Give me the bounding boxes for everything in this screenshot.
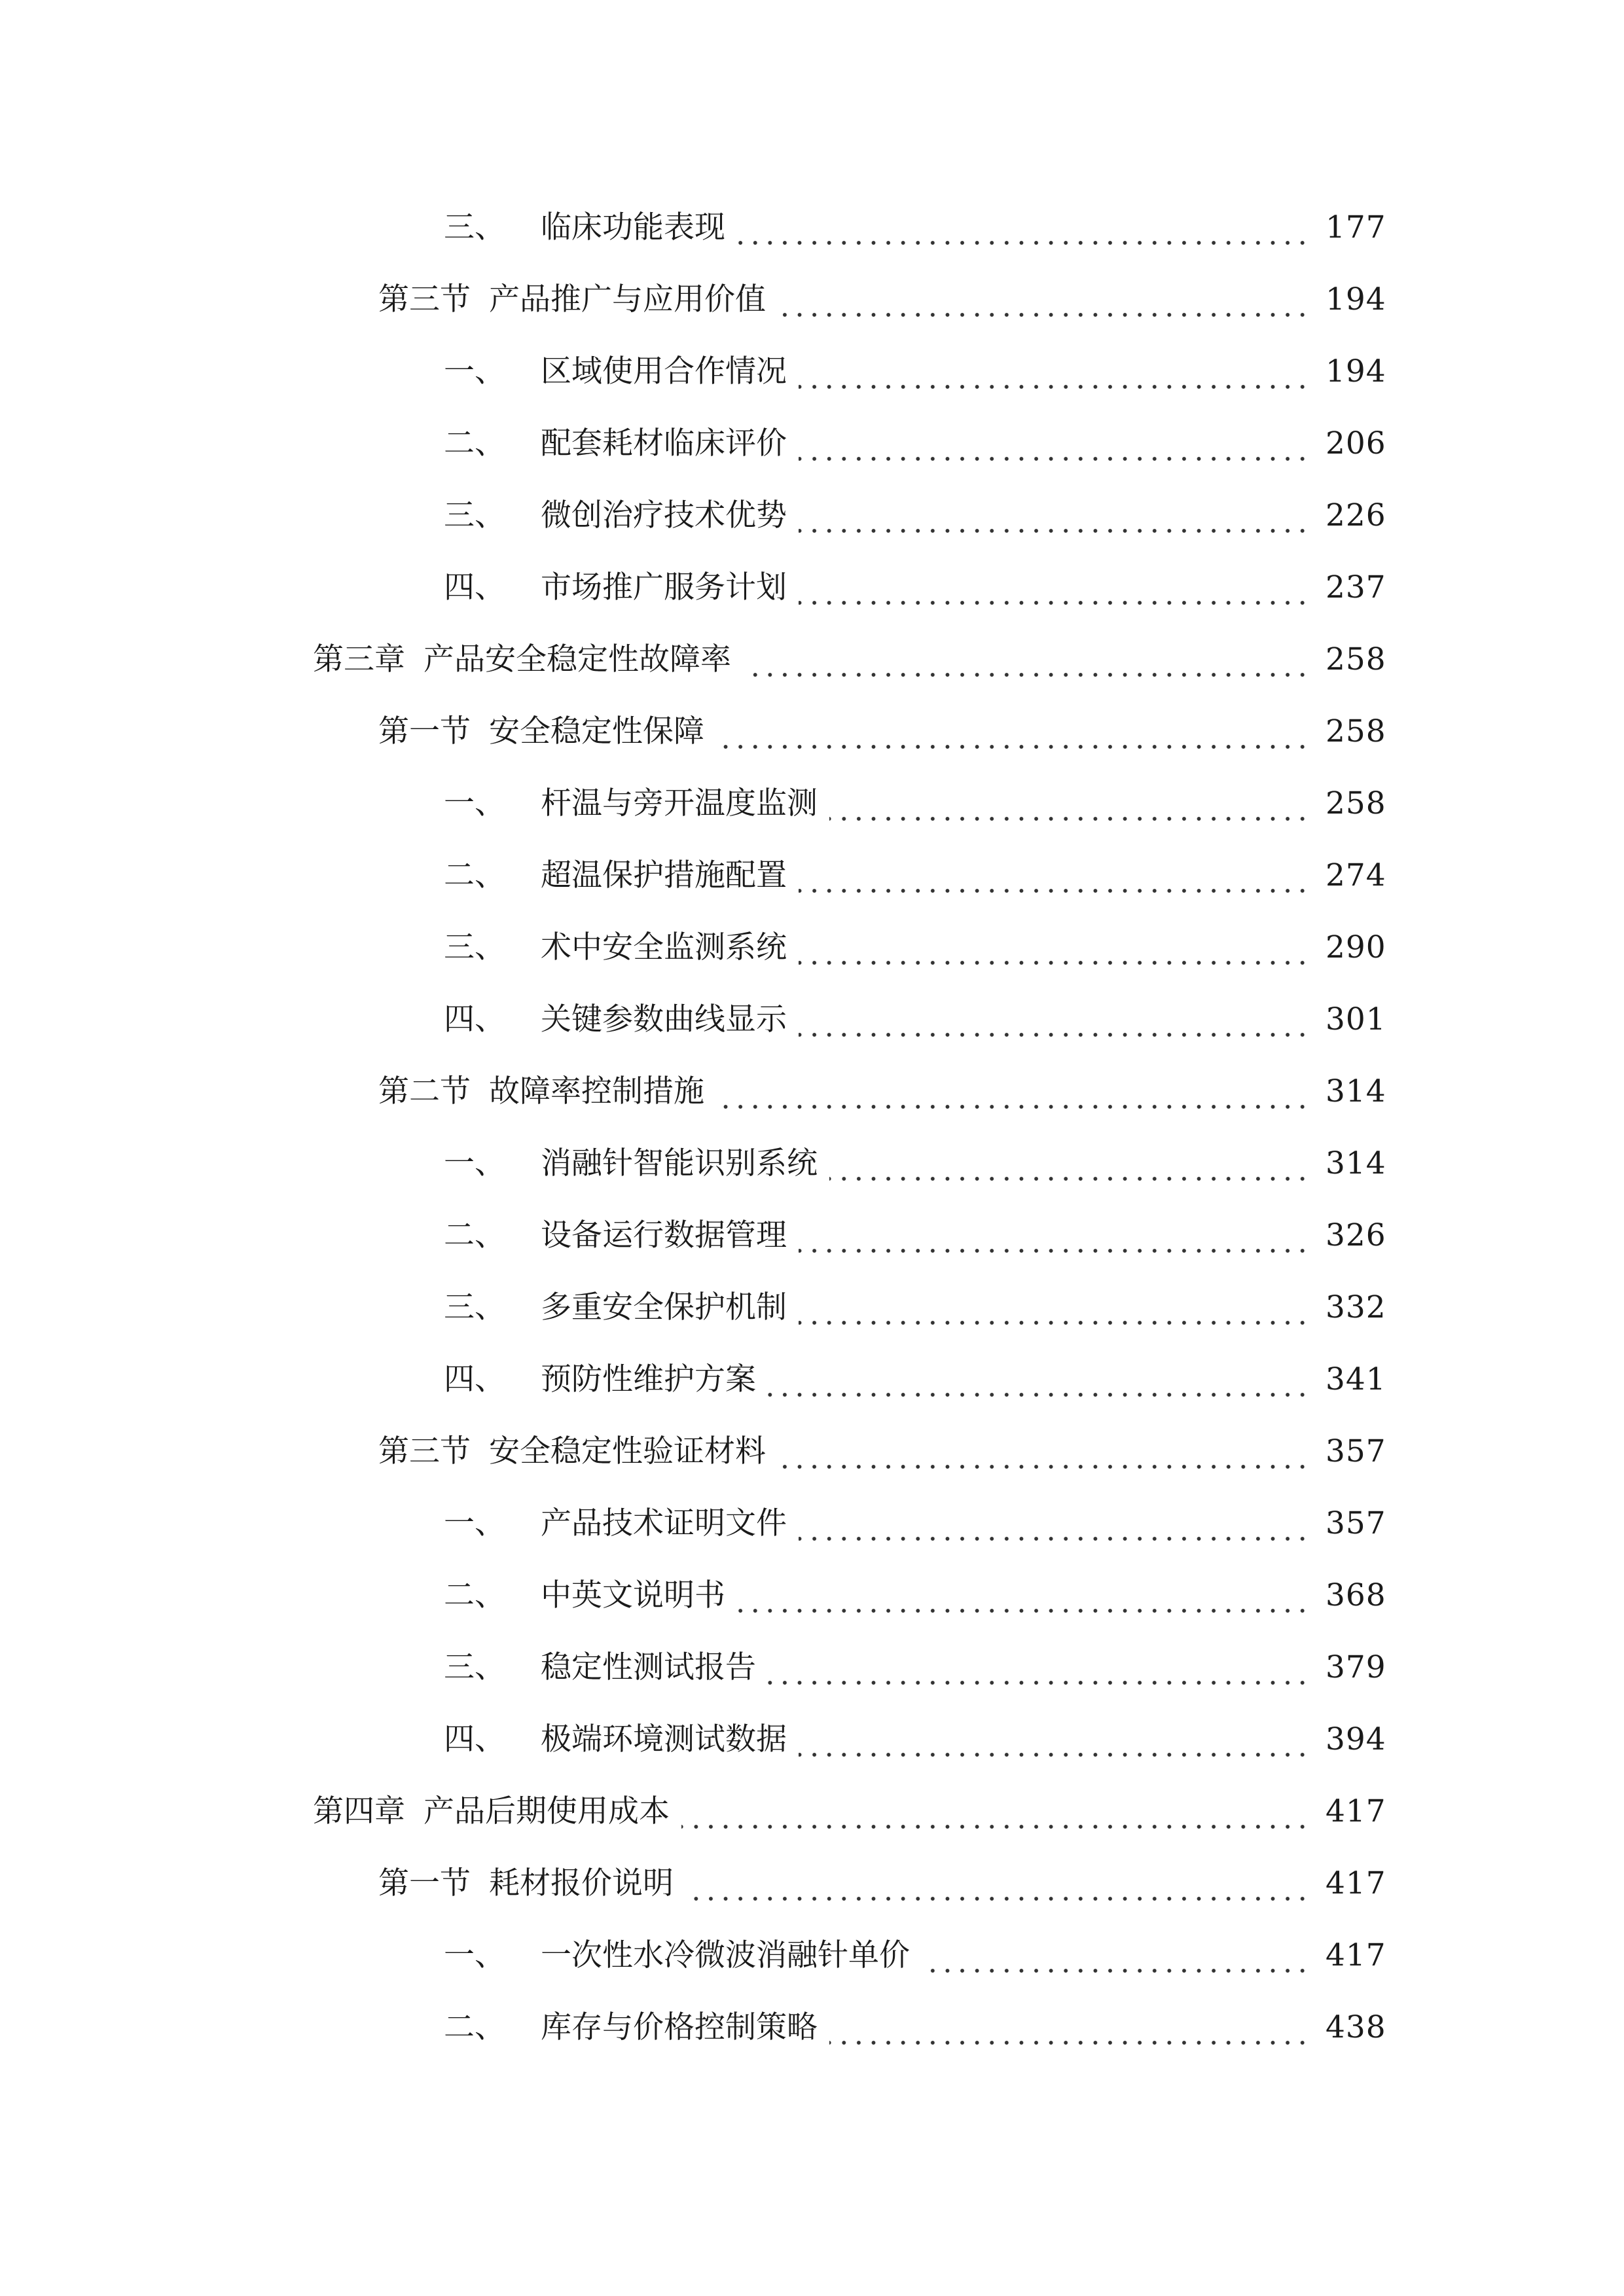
toc-entry-label (313, 641, 731, 677)
toc-entry-label (444, 857, 787, 893)
toc-entry-label (444, 1145, 818, 1181)
toc-entry-label (444, 1001, 787, 1037)
dot-leader (743, 648, 1310, 679)
toc-entry-title: 关键参数曲线显示 (541, 1001, 787, 1037)
toc-entry-title: 微创治疗技术优势 (541, 497, 787, 533)
dot-leader (778, 1440, 1310, 1471)
toc-entry-number: 二、 (444, 425, 505, 461)
toc-entry-title: 产品推广与应用价值 (489, 281, 766, 317)
toc-entry-title: 多重安全保护机制 (541, 1289, 787, 1325)
toc-entry[interactable] (0, 1487, 1624, 1559)
dot-leader (922, 1944, 1310, 1975)
toc-entry-number: 一、 (444, 785, 505, 821)
toc-entry[interactable] (0, 983, 1624, 1055)
toc-page-number: 226 (1326, 497, 1386, 533)
toc-entry-number: 四、 (444, 569, 505, 605)
dot-leader (829, 2016, 1310, 2047)
toc-entry-number: 一、 (444, 353, 505, 389)
dot-leader (737, 1584, 1310, 1615)
toc-entry-label (378, 713, 704, 749)
toc-entry-number: 第一节 (378, 713, 471, 749)
toc-entry-label (444, 1577, 725, 1613)
toc-page-number: 301 (1326, 1001, 1386, 1037)
toc-entry[interactable] (0, 1775, 1624, 1847)
toc-entry-label (444, 1937, 910, 1973)
toc-entry-number: 三、 (444, 1649, 505, 1685)
toc-entry-label (444, 1721, 787, 1757)
dot-leader (799, 432, 1310, 463)
toc-entry-title: 杆温与旁开温度监测 (541, 785, 818, 821)
toc-entry-title: 消融针智能识别系统 (541, 1145, 818, 1181)
dot-leader (737, 216, 1310, 247)
toc-page-number: 438 (1326, 2009, 1386, 2045)
toc-entry-title: 安全稳定性验证材料 (489, 1433, 766, 1469)
toc-entry-title: 区域使用合作情况 (541, 353, 787, 389)
toc-page-number: 177 (1326, 209, 1386, 245)
toc-page-number: 206 (1326, 425, 1386, 461)
toc-page-number: 417 (1326, 1793, 1386, 1829)
dot-leader (829, 1152, 1310, 1183)
dot-leader (799, 1224, 1310, 1255)
toc-entry-number: 三、 (444, 1289, 505, 1325)
toc-entry-label (444, 425, 787, 461)
toc-entry-number: 二、 (444, 857, 505, 893)
toc-page-number: 194 (1326, 353, 1386, 389)
toc-entry-number: 一、 (444, 1937, 505, 1973)
toc-entry[interactable] (0, 1631, 1624, 1703)
toc-page-number: 314 (1326, 1073, 1386, 1109)
toc-entry-title: 配套耗材临床评价 (541, 425, 787, 461)
toc-entry-title: 产品后期使用成本 (424, 1793, 670, 1829)
toc-page-number: 237 (1326, 569, 1386, 605)
toc-page-number: 258 (1326, 713, 1386, 749)
dot-leader (799, 360, 1310, 391)
toc-entry[interactable] (0, 767, 1624, 839)
toc-entry[interactable] (0, 1127, 1624, 1199)
toc-page-number: 314 (1326, 1145, 1386, 1181)
toc-entry[interactable] (0, 1559, 1624, 1631)
toc-entry[interactable] (0, 191, 1624, 263)
toc-entry[interactable] (0, 551, 1624, 623)
dot-leader (768, 1368, 1310, 1399)
toc-entry[interactable] (0, 911, 1624, 983)
toc-entry-number: 第二节 (378, 1073, 471, 1109)
toc-entry[interactable] (0, 695, 1624, 767)
toc-entry-label (444, 1505, 787, 1541)
toc-entry[interactable] (0, 263, 1624, 335)
dot-leader (799, 936, 1310, 967)
toc-entry-number: 四、 (444, 1361, 505, 1397)
toc-page-number: 332 (1326, 1289, 1386, 1325)
toc-entry-title: 预防性维护方案 (541, 1361, 756, 1397)
toc-entry-number: 四、 (444, 1001, 505, 1037)
toc-entry-number: 二、 (444, 2009, 505, 2045)
toc-entry[interactable] (0, 1271, 1624, 1343)
toc-entry-label (378, 1073, 704, 1109)
toc-entry-title: 极端环境测试数据 (541, 1721, 787, 1757)
toc-entry-label (444, 209, 725, 245)
toc-entry[interactable] (0, 1703, 1624, 1775)
toc-entry-title: 产品安全稳定性故障率 (424, 641, 731, 677)
dot-leader (778, 288, 1310, 319)
toc-page-number: 417 (1326, 1937, 1386, 1973)
dot-leader (716, 720, 1310, 751)
toc-entry-title: 临床功能表现 (541, 209, 725, 245)
toc-entry-title: 市场推广服务计划 (541, 569, 787, 605)
dot-leader (799, 1296, 1310, 1327)
toc-entry-title: 设备运行数据管理 (541, 1217, 787, 1253)
toc-entry-label (444, 2009, 818, 2045)
toc-entry-title: 耗材报价说明 (489, 1865, 674, 1901)
dot-leader (716, 1080, 1310, 1111)
toc-entry-title: 超温保护措施配置 (541, 857, 787, 893)
toc-entry-title: 产品技术证明文件 (541, 1505, 787, 1541)
toc-page-number: 368 (1326, 1577, 1386, 1613)
dot-leader (768, 1656, 1310, 1687)
dot-leader (799, 576, 1310, 607)
toc-entry-number: 第三节 (378, 281, 471, 317)
toc-entry[interactable] (0, 407, 1624, 479)
toc-entry-number: 第三节 (378, 1433, 471, 1469)
toc-entry-title: 库存与价格控制策略 (541, 2009, 818, 2045)
toc-page-number: 417 (1326, 1865, 1386, 1901)
dot-leader (799, 1512, 1310, 1543)
toc-entry-number: 三、 (444, 209, 505, 245)
toc-page-number: 394 (1326, 1721, 1386, 1757)
toc-page-number: 341 (1326, 1361, 1386, 1397)
dot-leader (799, 864, 1310, 895)
toc-page-number: 326 (1326, 1217, 1386, 1253)
toc-entry-title: 一次性水冷微波消融针单价 (541, 1937, 910, 1973)
toc-entry-label (444, 569, 787, 605)
dot-leader (799, 504, 1310, 535)
toc-entry[interactable] (0, 479, 1624, 551)
toc-entry-label (444, 353, 787, 389)
toc-entry-number: 三、 (444, 497, 505, 533)
toc-entry-label (313, 1793, 670, 1829)
toc-page-number: 357 (1326, 1433, 1386, 1469)
toc-entry-title: 稳定性测试报告 (541, 1649, 756, 1685)
toc-entry-number: 第三章 (313, 641, 405, 677)
toc-entry[interactable] (0, 1415, 1624, 1487)
toc-entry-label (378, 1865, 674, 1901)
toc-entry[interactable] (0, 1055, 1624, 1127)
toc-entry-title: 中英文说明书 (541, 1577, 725, 1613)
dot-leader (799, 1008, 1310, 1039)
toc-page-number: 379 (1326, 1649, 1386, 1685)
toc-entry-label (444, 1289, 787, 1325)
toc-entry-number: 二、 (444, 1217, 505, 1253)
toc-entry[interactable] (0, 839, 1624, 911)
toc-entry-number: 一、 (444, 1505, 505, 1541)
toc-entry-label (444, 1217, 787, 1253)
toc-entry[interactable] (0, 335, 1624, 407)
dot-leader (829, 792, 1310, 823)
toc-page-number: 258 (1326, 641, 1386, 677)
toc-entry[interactable] (0, 1199, 1624, 1271)
toc-entry-title: 安全稳定性保障 (489, 713, 704, 749)
toc-page-number: 357 (1326, 1505, 1386, 1541)
toc-page-number: 258 (1326, 785, 1386, 821)
toc-entry-label (444, 1649, 756, 1685)
toc-entry-number: 二、 (444, 1577, 505, 1613)
toc-entry-label (444, 1361, 756, 1397)
toc-entry[interactable] (0, 1847, 1624, 1919)
toc-entry[interactable] (0, 1991, 1624, 2063)
toc-page-number: 194 (1326, 281, 1386, 317)
toc-entry-label (444, 929, 787, 965)
toc-entry-number: 三、 (444, 929, 505, 965)
toc-entry-title: 术中安全监测系统 (541, 929, 787, 965)
toc-entry[interactable] (0, 1919, 1624, 1991)
toc-entry-label (378, 1433, 766, 1469)
toc-entry-label (444, 785, 818, 821)
toc-entry-label (444, 497, 787, 533)
toc-entry[interactable] (0, 1343, 1624, 1415)
toc-entry-number: 第一节 (378, 1865, 471, 1901)
toc-page-number: 290 (1326, 929, 1386, 965)
dot-leader (681, 1800, 1310, 1831)
table-of-contents (0, 191, 1624, 2063)
toc-page-number: 274 (1326, 857, 1386, 893)
toc-entry-title: 故障率控制措施 (489, 1073, 704, 1109)
toc-entry-number: 一、 (444, 1145, 505, 1181)
toc-entry-number: 四、 (444, 1721, 505, 1757)
dot-leader (685, 1872, 1310, 1903)
toc-entry[interactable] (0, 623, 1624, 695)
toc-entry-number: 第四章 (313, 1793, 405, 1829)
toc-entry-label (378, 281, 766, 317)
dot-leader (799, 1728, 1310, 1759)
